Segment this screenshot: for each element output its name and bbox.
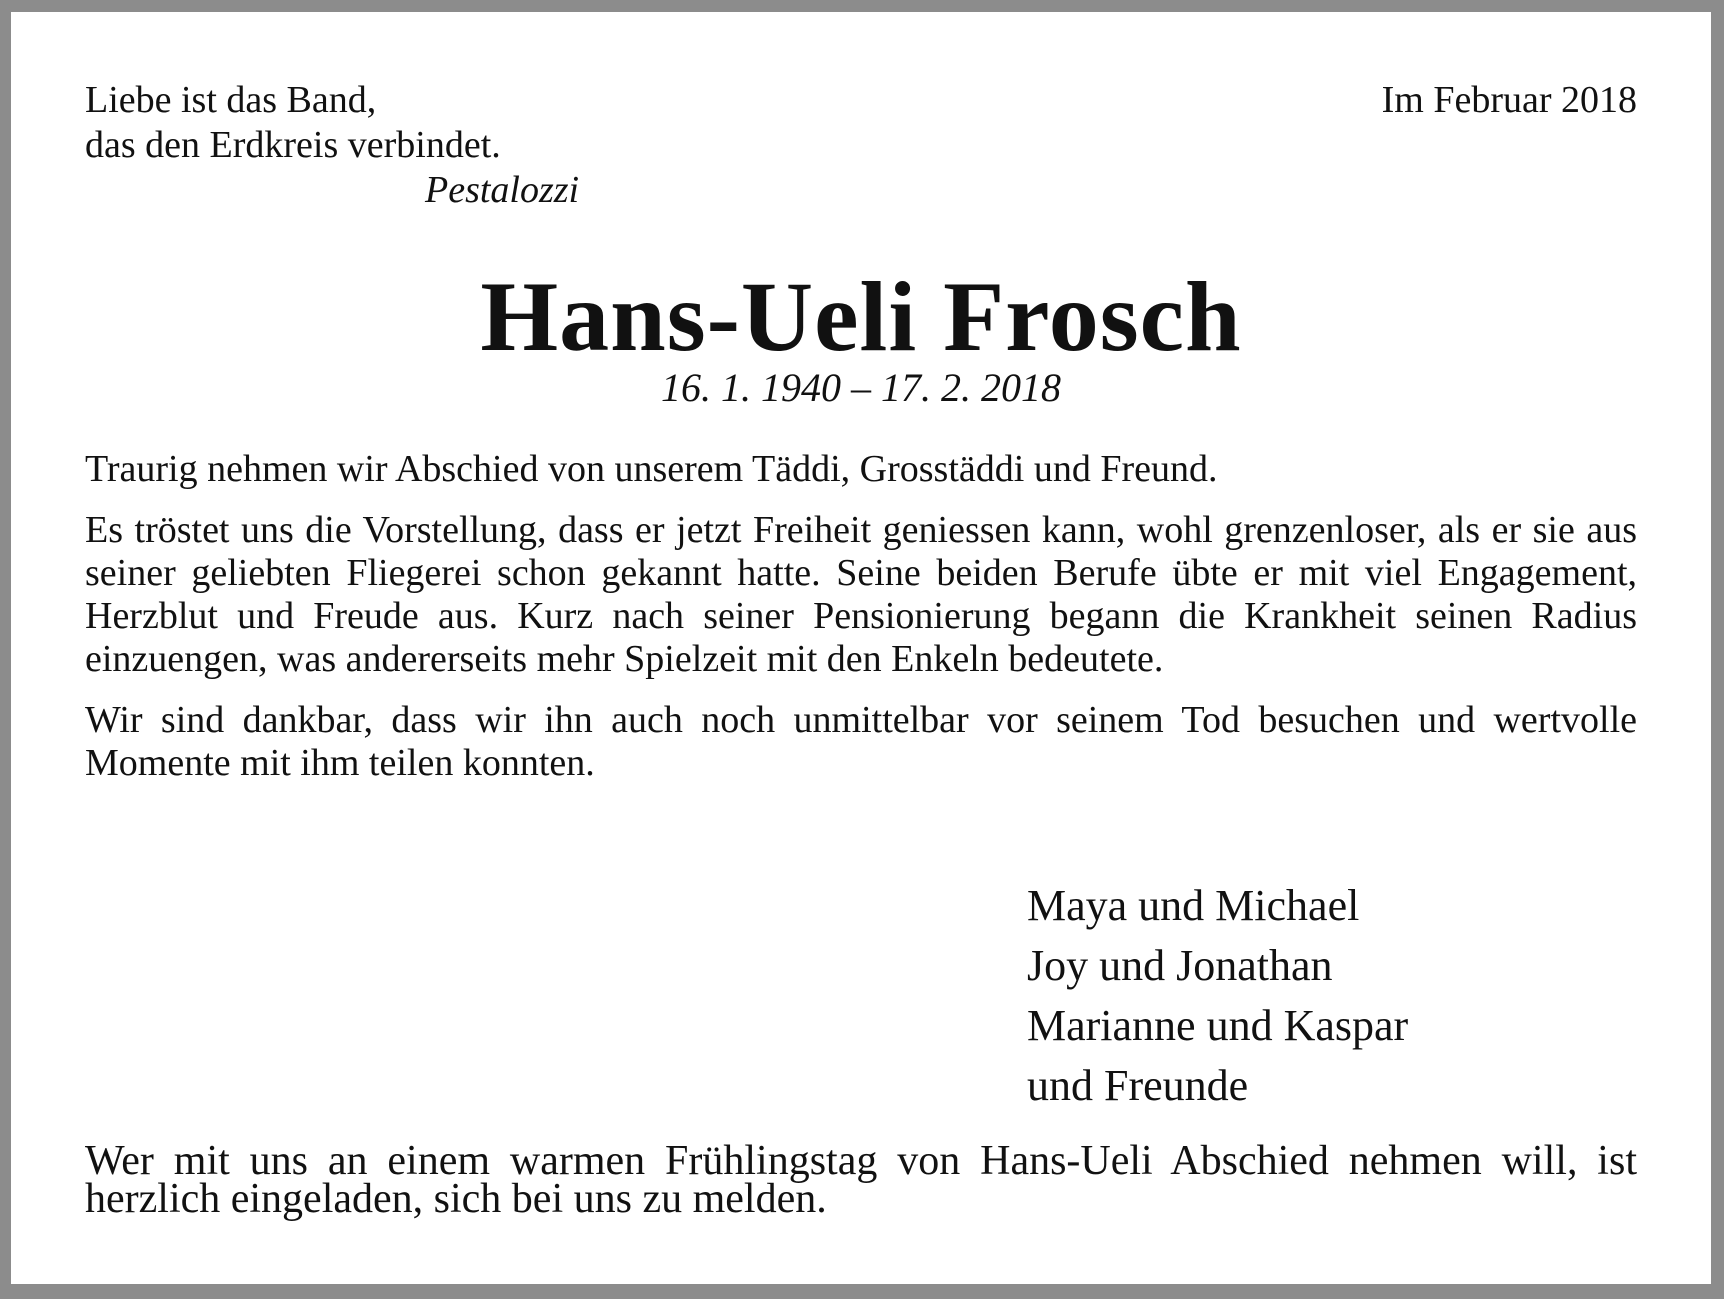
obituary-page — [11, 12, 1711, 1284]
lifespan-dates: 16. 1. 1940 – 17. 2. 2018 — [661, 365, 1061, 410]
header-date: Im Februar 2018 — [1381, 79, 1637, 121]
motto-author: Pestalozzi — [425, 169, 580, 211]
paragraph-farewell: Traurig nehmen wir Abschied von unserem Täddi, Grosstäddi und Freund. — [85, 448, 1218, 490]
signer-item: und Freunde — [1027, 1061, 1249, 1110]
motto-line-1: Liebe ist das Band, — [85, 79, 377, 121]
paragraph-comfort: Es tröstet uns die Vorstellung, dass er jetzt Freiheit geniessen kann, wohl grenzenloser, als er sie aus seiner geliebten Fliegerei schon gekannt hatte. Seine beiden Berufe übte er mit viel Engagement, Herzblut und Freude aus. Kurz nach seiner Pensionierung begann die Krankheit seinen Radius einzuengen, was andererseits mehr Spielzeit mit den Enkeln bedeutete. — [85, 509, 1637, 680]
signer-item: Marianne und Kaspar — [1027, 1001, 1409, 1050]
invitation-text: Wer mit uns an einem warmen Frühlingstag von Hans-Ueli Abschied nehmen will, ist herzlich eingeladen, sich bei uns zu melden. — [85, 1138, 1637, 1222]
obituary-body — [85, 448, 1637, 803]
signer-item: Joy und Jonathan — [1027, 941, 1333, 990]
motto-quote — [85, 78, 579, 213]
motto-line-2: das den Erdkreis verbindet. — [85, 124, 501, 166]
signers-list — [1027, 876, 1408, 1116]
deceased-name: Hans-Ueli Frosch — [480, 261, 1242, 372]
paragraph-gratitude: Wir sind dankbar, dass wir ihn auch noch unmittelbar vor seinem Tod besuchen und wertvolle Momente mit ihm teilen konnten. — [85, 699, 1637, 784]
signer-item: Maya und Michael — [1027, 881, 1360, 930]
